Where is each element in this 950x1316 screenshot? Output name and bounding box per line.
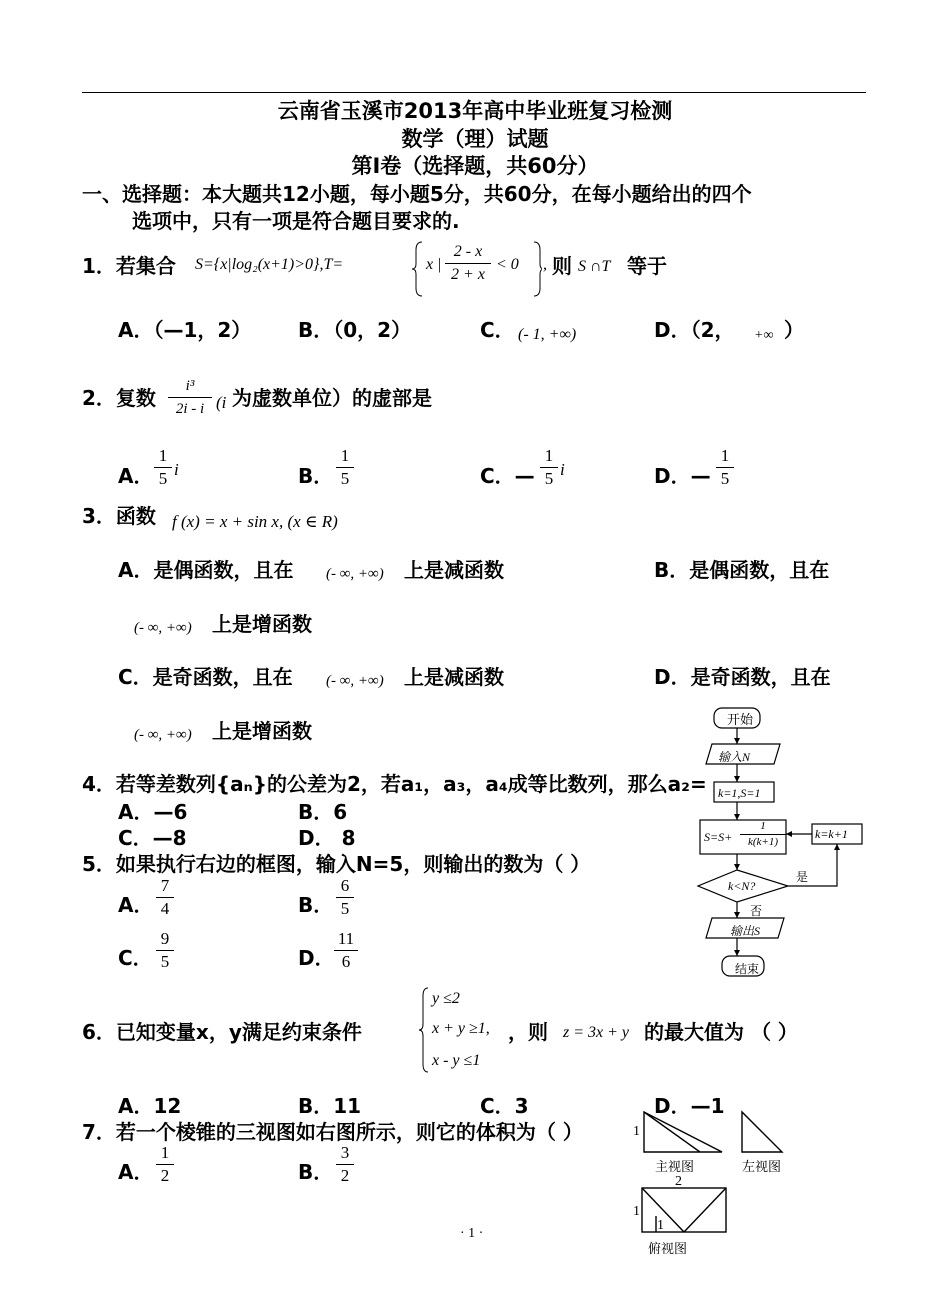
q6-system-brace bbox=[418, 986, 430, 1074]
q7-a-den: 2 bbox=[160, 1166, 170, 1185]
q7-option-a: A． bbox=[118, 1160, 154, 1184]
q2-b-den: 5 bbox=[340, 469, 350, 488]
q2-option-a: A． bbox=[118, 464, 154, 488]
q3-option-a-interval: (- ∞, +∞) bbox=[326, 566, 384, 582]
flowchart-init-label: k=1,S=1 bbox=[718, 786, 761, 800]
q1-option-b: B．（0，2） bbox=[298, 318, 412, 342]
q3-option-d: D．是奇函数，且在 bbox=[654, 665, 831, 689]
q5-b-den: 5 bbox=[340, 899, 350, 918]
q6-constraint-2: x + y ≥1, bbox=[432, 1020, 490, 1037]
q3-option-b-interval: (- ∞, +∞) bbox=[134, 620, 192, 636]
q7-option-b-fraction bbox=[336, 1143, 354, 1186]
q3-option-d-end: 上是增函数 bbox=[212, 719, 312, 743]
q1-formula-s: S={x|log₂(x+1)>0},T= bbox=[195, 256, 344, 273]
q1-t-numerator: 2 - x bbox=[453, 243, 483, 260]
q6-then: ，则 bbox=[508, 1020, 548, 1044]
flowchart-start-label: 开始 bbox=[727, 712, 754, 727]
q2-a-den: 5 bbox=[158, 469, 168, 488]
q5-option-b: B． bbox=[298, 893, 334, 917]
q2-numerator: i³ bbox=[185, 378, 195, 394]
q2-option-b: B． bbox=[298, 464, 334, 488]
q2-option-c: C．— bbox=[480, 464, 535, 488]
q2-d-num: 1 bbox=[720, 446, 730, 465]
three-views-figure bbox=[630, 1108, 790, 1258]
flowchart-update-num: 1 bbox=[760, 820, 766, 832]
q2-option-a-i: i bbox=[174, 460, 179, 479]
q1-t-denominator: 2 + x bbox=[451, 266, 485, 283]
q3-option-c: C．是奇函数，且在 bbox=[118, 665, 293, 689]
page-title: 云南省玉溪市2013年高中毕业班复习检测 bbox=[277, 99, 673, 123]
q6-constraint-3: x - y ≤1 bbox=[432, 1052, 481, 1069]
front-view-shape bbox=[644, 1112, 722, 1152]
flowchart-no-label: 否 bbox=[750, 904, 763, 918]
q2-option-d: D．— bbox=[654, 464, 711, 488]
q6-option-d: D．—1 bbox=[654, 1094, 725, 1118]
q4-option-d: D． 8 bbox=[298, 826, 356, 850]
front-view-label: 主视图 bbox=[655, 1159, 695, 1174]
q1-option-d-end: ） bbox=[784, 318, 804, 342]
q3-formula: f (x) = x + sin x, (x ∈ R) bbox=[172, 512, 338, 531]
q6-option-a: A．12 bbox=[118, 1094, 182, 1118]
q4-option-a: A．—6 bbox=[118, 800, 188, 824]
section-instructions-line2: 选项中，只有一项是符合题目要求的. bbox=[132, 209, 460, 233]
q2-option-c-i: i bbox=[560, 460, 565, 479]
top-view-label: 俯视图 bbox=[648, 1241, 688, 1256]
q2-option-b-fraction bbox=[336, 446, 354, 489]
q1-t-fraction bbox=[445, 242, 491, 285]
flowchart-update-fraction bbox=[740, 820, 786, 849]
q5-text: 5．如果执行右边的框图，输入N=5，则输出的数为（ ） bbox=[82, 852, 591, 876]
q7-option-a-fraction bbox=[156, 1143, 174, 1186]
q2-prefix: 2．复数 bbox=[82, 386, 156, 410]
q3-prefix: 3．函数 bbox=[82, 504, 156, 528]
q3-option-d-interval: (- ∞, +∞) bbox=[134, 727, 192, 743]
page-number: · 1 · bbox=[460, 1226, 484, 1241]
side-view-shape bbox=[742, 1112, 782, 1152]
q5-option-a-fraction bbox=[156, 876, 174, 919]
flowchart-update-den: k(k+1) bbox=[747, 836, 778, 848]
flowchart-update-s-label: S=S+ bbox=[704, 830, 733, 844]
q3-option-b-end: 上是增函数 bbox=[212, 612, 312, 636]
q7-a-num: 1 bbox=[160, 1143, 170, 1162]
q5-option-d-fraction bbox=[334, 929, 358, 972]
q1-comma: , bbox=[543, 256, 547, 273]
flowchart-condition-label: k<N? bbox=[728, 879, 756, 893]
q1-option-c: C． bbox=[480, 318, 515, 342]
q5-c-num: 9 bbox=[160, 929, 170, 948]
q5-option-c-fraction bbox=[156, 929, 174, 972]
q5-d-den: 6 bbox=[341, 952, 351, 971]
q2-b-num: 1 bbox=[340, 446, 350, 465]
q6-suffix: 的最大值为 （ ） bbox=[644, 1020, 798, 1044]
q4-option-b: B．6 bbox=[298, 800, 348, 824]
subject-title: 数学（理）试题 bbox=[401, 127, 549, 151]
q5-option-d: D． bbox=[298, 946, 335, 970]
q4-text: 4．若等差数列{aₙ}的公差为2，若a₁，a₃，a₄成等比数列，那么a₂= bbox=[82, 772, 707, 796]
q7-b-den: 2 bbox=[340, 1166, 350, 1185]
q1-t-lt: < 0 bbox=[496, 256, 519, 273]
q1-prefix: 1．若集合 bbox=[82, 254, 176, 278]
part-title: 第Ⅰ卷（选择题，共60分） bbox=[351, 154, 599, 178]
q2-denominator: 2i - i bbox=[175, 401, 205, 417]
q2-option-d-fraction bbox=[716, 446, 734, 489]
q1-t-x: x | bbox=[426, 256, 442, 273]
q1-option-a: A．（—1，2） bbox=[118, 318, 252, 342]
q1-then: 则 bbox=[552, 254, 572, 278]
q1-option-d: D．（2， bbox=[654, 318, 735, 342]
top-view-dim-inner: 1 bbox=[657, 1218, 664, 1233]
q5-a-den: 4 bbox=[160, 899, 170, 918]
top-view-dim-2: 2 bbox=[675, 1174, 682, 1189]
q2-option-a-fraction bbox=[154, 446, 172, 489]
q2-a-num: 1 bbox=[158, 446, 168, 465]
q3-option-a: A．是偶函数，且在 bbox=[118, 558, 294, 582]
q2-c-num: 1 bbox=[544, 446, 554, 465]
q6-constraint-1: y ≤2 bbox=[432, 990, 460, 1007]
q6-prefix: 6．已知变量x，y满足约束条件 bbox=[82, 1020, 362, 1044]
side-view-label: 左视图 bbox=[742, 1159, 782, 1174]
q1-option-c-math: (- 1, +∞) bbox=[518, 326, 577, 343]
q6-objective: z = 3x + y bbox=[563, 1024, 630, 1041]
front-view-dim-1: 1 bbox=[633, 1124, 640, 1139]
q2-option-c-fraction bbox=[540, 446, 558, 489]
q6-option-b: B．11 bbox=[298, 1094, 362, 1118]
flowchart-yes-label: 是 bbox=[796, 870, 809, 884]
header-rule bbox=[82, 92, 866, 93]
q7-b-num: 3 bbox=[340, 1143, 350, 1162]
q3-option-c-interval: (- ∞, +∞) bbox=[326, 673, 384, 689]
q2-fraction bbox=[168, 376, 212, 419]
flowchart-update-k-label: k=k+1 bbox=[815, 827, 848, 841]
q5-d-num: 11 bbox=[337, 929, 355, 948]
section-instructions-line1: 一、选择题：本大题共12小题，每小题5分，共60分，在每小题给出的四个 bbox=[82, 182, 752, 206]
q6-option-c: C．3 bbox=[480, 1094, 529, 1118]
q1-suffix: 等于 bbox=[627, 254, 667, 278]
top-view-shape bbox=[642, 1188, 726, 1232]
q5-option-c: C． bbox=[118, 946, 153, 970]
q1-intersection: S ∩T bbox=[578, 258, 611, 275]
q2-suffix: 为虚数单位）的虚部是 bbox=[232, 386, 432, 410]
q5-b-num: 6 bbox=[340, 876, 350, 895]
q3-option-a-end: 上是减函数 bbox=[404, 558, 504, 582]
q4-option-c: C．—8 bbox=[118, 826, 187, 850]
q5-option-a: A． bbox=[118, 893, 154, 917]
flowchart-input-label: 输入N bbox=[718, 750, 751, 764]
flowchart-end-label: 结束 bbox=[735, 962, 760, 976]
q3-option-c-end: 上是减函数 bbox=[404, 665, 504, 689]
q1-option-d-math: +∞ bbox=[754, 328, 774, 343]
top-view-dim-1: 1 bbox=[633, 1204, 640, 1219]
q7-text: 7．若一个棱锥的三视图如右图所示，则它的体积为（ ） bbox=[82, 1120, 583, 1144]
q2-paren-i: (i bbox=[216, 393, 227, 412]
q7-option-b: B． bbox=[298, 1160, 334, 1184]
q3-option-b: B．是偶函数，且在 bbox=[654, 558, 830, 582]
q5-option-b-fraction bbox=[336, 876, 354, 919]
q5-a-num: 7 bbox=[160, 876, 170, 895]
q5-c-den: 5 bbox=[160, 952, 170, 971]
q2-d-den: 5 bbox=[720, 469, 730, 488]
flowchart-output-label: 输出S bbox=[730, 924, 761, 938]
q2-c-den: 5 bbox=[544, 469, 554, 488]
